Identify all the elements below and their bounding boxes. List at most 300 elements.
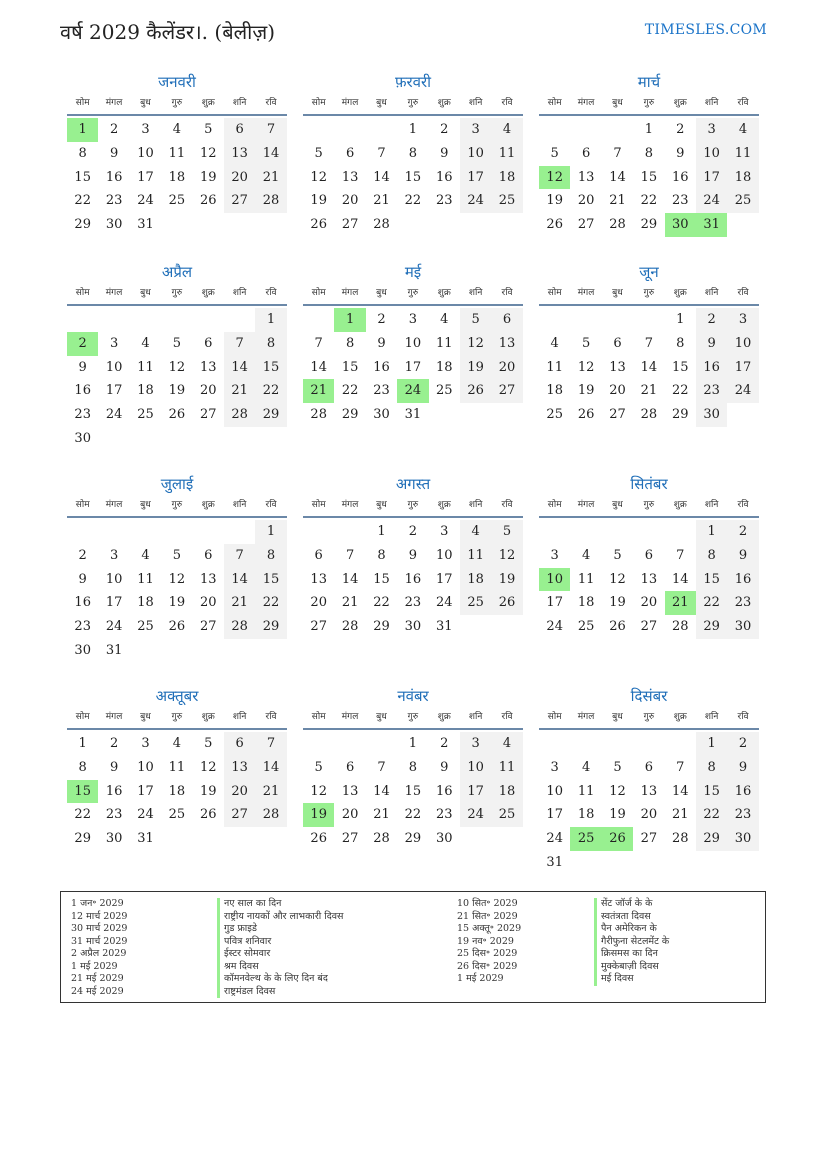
- day-cell: 12: [577, 359, 595, 375]
- day-cell: 24: [137, 807, 154, 823]
- weekday-label: मंगल: [341, 712, 359, 722]
- empty-cell: [67, 308, 98, 332]
- day-cell: 29: [404, 831, 422, 847]
- holiday-day-cell: 21: [665, 591, 696, 615]
- day-cell: 27: [310, 619, 327, 635]
- day-cell: 28: [224, 403, 255, 427]
- day-cell: 3: [109, 547, 119, 563]
- day-cell: 24: [546, 831, 563, 847]
- day-cell: 7: [345, 547, 355, 563]
- day-cell: 14: [224, 356, 255, 380]
- empty-cell: [633, 732, 664, 756]
- day-cell: 22: [74, 193, 91, 209]
- day-cell: 28: [373, 217, 390, 233]
- day-cell: 14: [373, 169, 390, 185]
- day-cell: 18: [168, 783, 186, 799]
- day-cell: 13: [224, 142, 255, 166]
- weekday-label: रवि: [737, 712, 749, 722]
- weekday-label: बुध: [376, 500, 387, 510]
- day-cell: 3: [109, 335, 119, 351]
- day-grid: [67, 308, 287, 451]
- day-cell: 27: [640, 831, 658, 847]
- day-cell: 29: [373, 619, 390, 635]
- weekday-label: रवि: [737, 288, 749, 298]
- weekday-label: गुरु: [407, 98, 419, 108]
- day-cell: 22: [404, 193, 422, 209]
- holiday-name: श्रम दिवस: [217, 961, 343, 974]
- day-cell: 6: [491, 308, 522, 332]
- day-cell: 26: [310, 217, 327, 233]
- weekday-label: बुध: [612, 712, 623, 722]
- day-cell: 19: [168, 595, 186, 611]
- day-grid: [539, 118, 759, 237]
- holiday-name: पवित्र शनिवार: [217, 936, 343, 949]
- day-cell: 19: [546, 193, 563, 209]
- empty-cell: [539, 520, 570, 544]
- holiday-name: मुक्केबाज़ी दिवस: [594, 961, 669, 974]
- holiday-date: 2 अप्रैल 2029: [71, 948, 127, 959]
- holiday-name: क्रिसमस का दिन: [594, 948, 669, 961]
- weekday-header: [539, 284, 759, 306]
- day-cell: 29: [255, 403, 286, 427]
- weekday-header: [67, 708, 287, 730]
- day-cell: 28: [373, 831, 390, 847]
- day-grid: [539, 308, 759, 427]
- day-cell: 6: [345, 145, 355, 161]
- day-cell: 14: [640, 359, 658, 375]
- holiday-dates-left: [71, 898, 127, 998]
- day-cell: 30: [696, 403, 727, 427]
- day-cell: 9: [727, 544, 758, 568]
- empty-cell: [570, 732, 601, 756]
- day-cell: 21: [373, 807, 390, 823]
- day-cell: 7: [676, 547, 685, 563]
- day-cell: 12: [199, 145, 217, 161]
- day-cell: 8: [78, 759, 87, 775]
- day-cell: 22: [373, 595, 390, 611]
- day-cell: 26: [491, 591, 522, 615]
- day-cell: 17: [137, 783, 154, 799]
- day-cell: 18: [546, 383, 563, 399]
- weekday-label: रवि: [265, 98, 277, 108]
- day-cell: 18: [137, 595, 154, 611]
- day-cell: 30: [373, 407, 390, 423]
- weekday-header: [303, 94, 523, 116]
- day-cell: 6: [204, 335, 213, 351]
- weekday-label: रवि: [737, 500, 749, 510]
- month-calendar: [539, 262, 759, 427]
- month-name: दिसंबर: [630, 687, 668, 705]
- empty-cell: [224, 520, 255, 544]
- day-cell: 4: [581, 547, 591, 563]
- day-cell: 5: [460, 308, 491, 332]
- day-cell: 11: [546, 359, 563, 375]
- day-cell: 9: [440, 759, 449, 775]
- day-cell: 21: [373, 193, 390, 209]
- weekday-label: बुध: [140, 98, 151, 108]
- day-cell: 20: [609, 383, 626, 399]
- month-calendar: [539, 686, 759, 875]
- day-cell: 28: [255, 803, 286, 827]
- day-cell: 6: [314, 547, 323, 563]
- day-cell: 13: [199, 571, 217, 587]
- day-cell: 21: [224, 379, 255, 403]
- weekday-label: मंगल: [577, 712, 595, 722]
- day-cell: 24: [696, 189, 727, 213]
- month-name: जून: [639, 263, 659, 281]
- weekday-label: गुरु: [643, 98, 655, 108]
- day-cell: 11: [577, 571, 595, 587]
- weekday-label: बुध: [612, 98, 623, 108]
- day-cell: 8: [696, 756, 727, 780]
- day-cell: 28: [255, 189, 286, 213]
- day-cell: 15: [255, 568, 286, 592]
- day-cell: 23: [435, 193, 453, 209]
- day-cell: 7: [613, 145, 622, 161]
- day-cell: 15: [640, 169, 658, 185]
- holiday-name: नए साल का दिन: [217, 898, 343, 911]
- day-cell: 24: [546, 619, 563, 635]
- day-cell: 30: [727, 827, 758, 851]
- day-cell: 28: [640, 407, 658, 423]
- weekday-header: [303, 284, 523, 306]
- empty-cell: [602, 520, 633, 544]
- weekday-label: सोम: [547, 500, 562, 510]
- month-calendar: [539, 72, 759, 237]
- day-cell: 27: [199, 407, 217, 423]
- day-cell: 13: [341, 169, 359, 185]
- holiday-day-cell: 26: [602, 827, 633, 851]
- day-cell: 27: [640, 619, 658, 635]
- day-cell: 15: [404, 169, 422, 185]
- weekday-label: शुक्र: [673, 712, 687, 722]
- day-grid: [303, 308, 523, 427]
- day-cell: 28: [341, 619, 359, 635]
- day-cell: 26: [168, 407, 186, 423]
- day-cell: 18: [577, 807, 595, 823]
- weekday-label: बुध: [612, 288, 623, 298]
- empty-cell: [193, 520, 224, 544]
- holiday-date: 1 मई 2029: [71, 960, 118, 972]
- day-cell: 20: [491, 356, 522, 380]
- day-cell: 5: [172, 335, 181, 351]
- day-cell: 13: [640, 571, 658, 587]
- weekday-label: शनि: [704, 712, 719, 722]
- day-cell: 30: [105, 831, 123, 847]
- empty-cell: [539, 118, 570, 142]
- weekday-label: बुध: [376, 288, 387, 298]
- empty-cell: [303, 732, 334, 756]
- empty-cell: [67, 520, 98, 544]
- month-name: जनवरी: [158, 73, 196, 91]
- day-cell: 13: [640, 783, 658, 799]
- page-title: वर्ष 2029 कैलेंडर।. (बेलीज़): [60, 20, 275, 44]
- day-cell: 2: [696, 308, 727, 332]
- day-cell: 28: [671, 619, 689, 635]
- day-cell: 8: [696, 544, 727, 568]
- day-cell: 22: [255, 591, 286, 615]
- weekday-label: शनि: [232, 500, 247, 510]
- day-cell: 6: [581, 145, 591, 161]
- empty-cell: [98, 308, 129, 332]
- day-cell: 16: [727, 568, 758, 592]
- day-cell: 18: [137, 383, 154, 399]
- holiday-date: 26 दिस॰ 2029: [457, 960, 518, 972]
- day-cell: 10: [137, 759, 154, 775]
- day-cell: 20: [341, 193, 359, 209]
- day-cell: 23: [373, 383, 390, 399]
- day-cell: 29: [671, 407, 689, 423]
- day-cell: 9: [78, 359, 87, 375]
- day-cell: 22: [404, 807, 422, 823]
- day-cell: 14: [341, 571, 359, 587]
- day-cell: 1: [676, 312, 685, 327]
- empty-cell: [161, 520, 192, 544]
- day-cell: 14: [310, 359, 327, 375]
- day-cell: 16: [435, 169, 453, 185]
- weekday-label: रवि: [737, 98, 749, 108]
- empty-cell: [334, 520, 365, 544]
- day-cell: 4: [460, 520, 491, 544]
- day-cell: 5: [613, 547, 622, 563]
- day-cell: 30: [74, 430, 91, 446]
- day-cell: 25: [460, 591, 491, 615]
- weekday-label: मंगल: [341, 98, 359, 108]
- day-cell: 1: [408, 736, 417, 751]
- holiday-name: स्वतंत्रता दिवस: [594, 911, 669, 924]
- empty-cell: [303, 308, 334, 332]
- day-cell: 17: [546, 807, 563, 823]
- day-cell: 16: [671, 169, 689, 185]
- day-cell: 14: [671, 571, 689, 587]
- weekday-label: सोम: [311, 98, 326, 108]
- day-cell: 17: [696, 166, 727, 190]
- day-cell: 26: [168, 619, 186, 635]
- day-cell: 17: [460, 166, 491, 190]
- day-cell: 2: [727, 732, 758, 756]
- day-cell: 25: [491, 189, 522, 213]
- day-cell: 28: [224, 615, 255, 639]
- day-cell: 16: [373, 359, 390, 375]
- day-cell: 10: [435, 547, 453, 563]
- day-cell: 27: [341, 217, 359, 233]
- day-cell: 29: [640, 217, 658, 233]
- day-cell: 8: [676, 335, 685, 351]
- empty-cell: [224, 308, 255, 332]
- holiday-day-cell: 15: [67, 780, 98, 804]
- day-cell: 27: [491, 379, 522, 403]
- day-cell: 5: [204, 736, 213, 751]
- day-cell: 11: [491, 756, 522, 780]
- day-cell: 23: [435, 807, 453, 823]
- weekday-label: गुरु: [407, 288, 419, 298]
- day-cell: 2: [78, 547, 87, 563]
- day-cell: 12: [491, 544, 522, 568]
- weekday-header: [539, 708, 759, 730]
- day-cell: 2: [109, 122, 119, 137]
- holiday-day-cell: 25: [570, 827, 601, 851]
- day-cell: 10: [460, 142, 491, 166]
- weekday-header: [67, 496, 287, 518]
- day-cell: 12: [199, 759, 217, 775]
- day-cell: 19: [199, 169, 217, 185]
- day-cell: 20: [577, 193, 595, 209]
- empty-cell: [334, 732, 365, 756]
- day-cell: 26: [546, 217, 563, 233]
- day-cell: 3: [460, 118, 491, 142]
- day-cell: 31: [435, 619, 453, 635]
- month-name: फ़रवरी: [394, 73, 432, 91]
- empty-cell: [130, 520, 161, 544]
- day-cell: 22: [671, 383, 689, 399]
- weekday-label: मंगल: [105, 712, 123, 722]
- weekday-label: सोम: [311, 500, 326, 510]
- day-cell: 17: [105, 595, 123, 611]
- empty-cell: [570, 308, 601, 332]
- day-cell: 30: [105, 217, 123, 233]
- day-cell: 6: [224, 118, 255, 142]
- holiday-name: सेंट जॉर्ज के के: [594, 898, 669, 911]
- day-cell: 2: [109, 736, 119, 751]
- day-cell: 31: [137, 831, 154, 847]
- day-cell: 20: [224, 166, 255, 190]
- day-cell: 8: [644, 145, 653, 161]
- day-cell: 5: [314, 145, 323, 161]
- holiday-name: राष्ट्रमंडल दिवस: [217, 986, 343, 999]
- empty-cell: [602, 118, 633, 142]
- weekday-header: [539, 496, 759, 518]
- holiday-names-left: [217, 898, 343, 998]
- weekday-label: रवि: [501, 98, 513, 108]
- month-calendar: [67, 262, 287, 451]
- day-cell: 11: [137, 571, 154, 587]
- day-cell: 17: [137, 169, 154, 185]
- holiday-date: 24 मई 2029: [71, 985, 124, 997]
- holiday-day-cell: 1: [334, 308, 365, 332]
- day-cell: 22: [74, 807, 91, 823]
- weekday-label: शुक्र: [201, 98, 215, 108]
- day-cell: 23: [727, 803, 758, 827]
- holiday-date: 21 सित॰ 2029: [457, 910, 518, 922]
- day-cell: 1: [377, 524, 386, 539]
- empty-cell: [602, 308, 633, 332]
- holiday-name: गैरीफुना सेटलमेंट के: [594, 936, 669, 949]
- weekday-label: शुक्र: [437, 712, 451, 722]
- day-cell: 2: [440, 122, 449, 137]
- day-cell: 4: [550, 335, 559, 351]
- day-cell: 23: [404, 595, 422, 611]
- day-grid: [303, 520, 523, 639]
- weekday-label: रवि: [265, 712, 277, 722]
- day-cell: 5: [314, 759, 323, 775]
- day-cell: 21: [671, 807, 689, 823]
- weekday-label: मंगल: [577, 500, 595, 510]
- day-cell: 16: [74, 595, 91, 611]
- day-cell: 7: [377, 145, 386, 161]
- weekday-label: शुक्र: [437, 500, 451, 510]
- day-cell: 19: [491, 568, 522, 592]
- site-link[interactable]: TIMESLES.COM: [644, 22, 767, 38]
- day-cell: 23: [671, 193, 689, 209]
- day-cell: 11: [137, 359, 154, 375]
- day-cell: 24: [727, 379, 758, 403]
- day-cell: 11: [435, 335, 453, 351]
- weekday-header: [303, 496, 523, 518]
- month-calendar: [303, 262, 523, 427]
- day-cell: 21: [224, 591, 255, 615]
- day-cell: 8: [78, 145, 87, 161]
- day-cell: 11: [460, 544, 491, 568]
- weekday-label: सोम: [75, 288, 90, 298]
- day-cell: 3: [141, 736, 150, 751]
- day-cell: 21: [255, 780, 286, 804]
- weekday-label: मंगल: [577, 98, 595, 108]
- day-cell: 13: [310, 571, 327, 587]
- holiday-day-cell: 31: [696, 213, 727, 237]
- day-cell: 18: [460, 568, 491, 592]
- day-cell: 25: [168, 193, 186, 209]
- day-cell: 24: [460, 189, 491, 213]
- weekday-label: बुध: [376, 712, 387, 722]
- day-cell: 2: [440, 736, 449, 751]
- weekday-label: बुध: [612, 500, 623, 510]
- day-cell: 12: [609, 783, 626, 799]
- holiday-date: 15 अक्तू॰ 2029: [457, 923, 522, 934]
- day-cell: 19: [609, 807, 626, 823]
- weekday-label: शुक्र: [673, 288, 687, 298]
- weekday-label: शनि: [232, 712, 247, 722]
- day-cell: 5: [613, 759, 622, 775]
- day-cell: 15: [255, 356, 286, 380]
- weekday-label: शुक्र: [437, 98, 451, 108]
- day-cell: 22: [341, 383, 359, 399]
- holiday-date: 1 मई 2029: [457, 973, 504, 984]
- day-cell: 1: [408, 122, 417, 137]
- day-cell: 3: [408, 312, 417, 327]
- weekday-label: गुरु: [407, 500, 419, 510]
- holiday-day-cell: 24: [397, 379, 428, 403]
- month-calendar: [303, 686, 523, 851]
- month-calendar: [67, 474, 287, 663]
- day-cell: 24: [460, 803, 491, 827]
- day-cell: 25: [137, 407, 154, 423]
- empty-cell: [334, 118, 365, 142]
- weekday-label: बुध: [140, 712, 151, 722]
- day-cell: 8: [377, 547, 386, 563]
- day-cell: 20: [640, 595, 658, 611]
- day-cell: 31: [546, 854, 563, 870]
- day-cell: 7: [314, 335, 323, 351]
- day-cell: 10: [546, 783, 563, 799]
- day-cell: 14: [373, 783, 390, 799]
- day-cell: 27: [341, 831, 359, 847]
- holiday-name: मई दिवस: [594, 973, 669, 986]
- day-cell: 15: [373, 571, 390, 587]
- month-name: नवंबर: [397, 687, 429, 705]
- day-cell: 23: [74, 407, 91, 423]
- month-name: अक्तूबर: [155, 687, 199, 705]
- day-cell: 9: [109, 759, 119, 775]
- day-cell: 4: [172, 122, 181, 137]
- day-cell: 9: [408, 547, 417, 563]
- day-cell: 22: [696, 591, 727, 615]
- day-cell: 13: [577, 169, 595, 185]
- day-cell: 17: [460, 780, 491, 804]
- day-cell: 25: [727, 189, 758, 213]
- weekday-label: सोम: [547, 712, 562, 722]
- day-cell: 18: [491, 780, 522, 804]
- day-cell: 3: [141, 122, 150, 137]
